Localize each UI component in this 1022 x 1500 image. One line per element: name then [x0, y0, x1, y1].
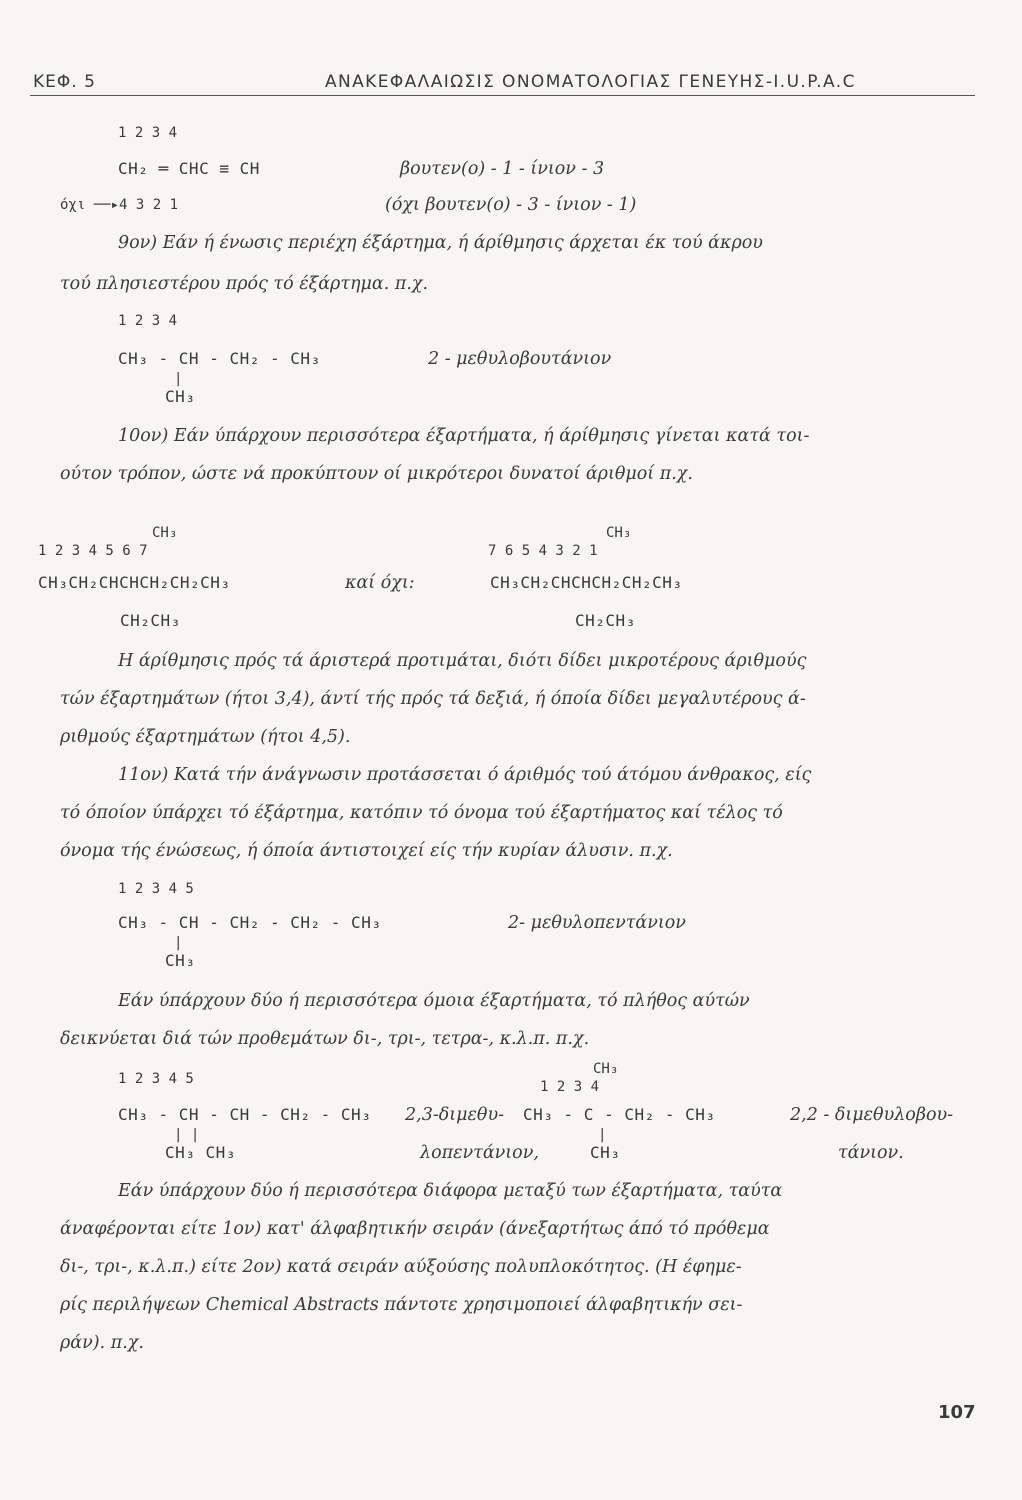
- text-line: CH₃CH₂CHCHCH₂CH₂CH₃: [490, 573, 683, 592]
- text-line: ρίς περιλήψεων Chemical Abstracts πάντοτε χρησιμοποιεί άλφαβητικήν σει-: [60, 1295, 743, 1315]
- text-line: 10ον) Εάν ύπάρχουν περισσότερα έξαρτήματα, ή άρίθμησις γίνεται κατά τοι-: [118, 426, 810, 446]
- text-line: Εάν ύπάρχουν δύο ή περισσότερα όμοια έξαρτήματα, τό πλήθος αύτών: [118, 991, 750, 1011]
- text-line: CH₂CH₃: [120, 611, 181, 630]
- running-header-title: ΑΝΑΚΕΦΑΛΑΙΩΣΙΣ ΟΝΟΜΑΤΟΛΟΓΙΑΣ ΓΕΝΕΥΗΣ-I.U.P.A.C: [325, 72, 856, 92]
- text-line: | |: [174, 1127, 200, 1143]
- text-line: όχι ──▸4 3 2 1: [60, 197, 179, 213]
- text-line: CH₃ - CH - CH₂ - CH₃: [118, 349, 321, 368]
- text-line: 2,3-διμεθυ-: [405, 1105, 504, 1125]
- text-line: τάνιον.: [838, 1143, 904, 1163]
- text-line: 2 - μεθυλοβουτάνιον: [428, 349, 612, 369]
- text-line: δεικνύεται διά τών προθεμάτων δι-, τρι-, τετρα-, κ.λ.π. π.χ.: [60, 1029, 590, 1049]
- text-line: 1 2 3 4: [118, 313, 178, 329]
- text-line: 7 6 5 4 3 2 1: [488, 543, 598, 559]
- text-line: δι-, τρι-, κ.λ.π.) είτε 2ον) κατά σειράν αύξούσης πολυπλοκότητος. (Η έφημε-: [60, 1257, 742, 1277]
- text-line: CH₃ - CH - CH₂ - CH₂ - CH₃: [118, 913, 382, 932]
- text-line: CH₃: [606, 525, 632, 541]
- text-line: λοπεντάνιον,: [420, 1143, 539, 1163]
- text-line: ράν). π.χ.: [60, 1333, 144, 1353]
- text-line: Εάν ύπάρχουν δύο ή περισσότερα διάφορα μεταξύ των έξαρτήματα, ταύτα: [118, 1181, 783, 1201]
- text-line: CH₃: [165, 387, 196, 406]
- header-rule: [30, 95, 975, 96]
- text-line: 1 2 3 4: [118, 125, 178, 141]
- text-line: CH₃ - C - CH₂ - CH₃: [523, 1105, 716, 1124]
- text-line: τού πλησιεστέρου πρός τό έξάρτημα. π.χ.: [60, 274, 429, 294]
- text-line: όνομα τής ένώσεως, ή όποία άντιστοιχεί είς τήν κυρίαν άλυσιν. π.χ.: [60, 841, 673, 861]
- text-line: βουτεν(ο) - 1 - ίνιον - 3: [400, 159, 605, 179]
- text-line: (όχι βουτεν(ο) - 3 - ίνιον - 1): [385, 195, 637, 215]
- text-line: CH₃: [165, 951, 196, 970]
- text-line: Η άρίθμησις πρός τά άριστερά προτιμάται, διότι δίδει μικροτέρους άριθμούς: [118, 651, 807, 671]
- text-line: τών έξαρτημάτων (ήτοι 3,4), άντί τής πρός τά δεξιά, ή όποία δίδει μεγαλυτέρους ά-: [60, 689, 806, 709]
- text-line: 11ον) Κατά τήν άνάγνωσιν προτάσσεται ό άριθμός τού άτόμου άνθρακος, είς: [118, 765, 812, 785]
- text-line: CH₃: [590, 1143, 621, 1162]
- text-line: CH₃: [593, 1061, 619, 1077]
- text-line: CH₂CH₃: [575, 611, 636, 630]
- text-line: ούτον τρόπον, ώστε νά προκύπτουν οί μικρότεροι δυνατοί άριθμοί π.χ.: [60, 464, 693, 484]
- text-line: 9ον) Εάν ή ένωσις περιέχη έξάρτημα, ή άρίθμησις άρχεται έκ τού άκρου: [118, 233, 763, 253]
- text-line: |: [174, 935, 183, 951]
- text-line: άναφέρονται είτε 1ον) κατ' άλφαβητικήν σειράν (άνεξαρτήτως άπό τό πρόθεμα: [60, 1219, 770, 1239]
- text-line: CH₂ ═ CHC ≡ CH: [118, 159, 260, 178]
- text-line: CH₃ CH₃: [165, 1143, 236, 1162]
- text-line: |: [598, 1127, 607, 1143]
- text-line: ριθμούς έξαρτημάτων (ήτοι 4,5).: [60, 727, 351, 747]
- text-line: 1 2 3 4 5: [118, 1071, 194, 1087]
- page-number: 107: [938, 1402, 976, 1423]
- text-line: 1 2 3 4 5 6 7: [38, 543, 148, 559]
- text-line: CH₃: [152, 525, 178, 541]
- text-line: |: [174, 371, 183, 387]
- text-line: τό όποίον ύπάρχει τό έξάρτημα, κατόπιν τό όνομα τού έξαρτήματος καί τέλος τό: [60, 803, 783, 823]
- text-line: 1 2 3 4 5: [118, 881, 194, 897]
- text-line: 1 2 3 4: [540, 1079, 600, 1095]
- chapter-label: ΚΕΦ. 5: [33, 72, 96, 92]
- text-line: καί όχι:: [345, 573, 415, 593]
- text-line: CH₃CH₂CHCHCH₂CH₂CH₃: [38, 573, 231, 592]
- text-line: CH₃ - CH - CH - CH₂ - CH₃: [118, 1105, 372, 1124]
- text-line: 2,2 - διμεθυλοβου-: [790, 1105, 954, 1125]
- text-line: 2- μεθυλοπεντάνιον: [508, 913, 686, 933]
